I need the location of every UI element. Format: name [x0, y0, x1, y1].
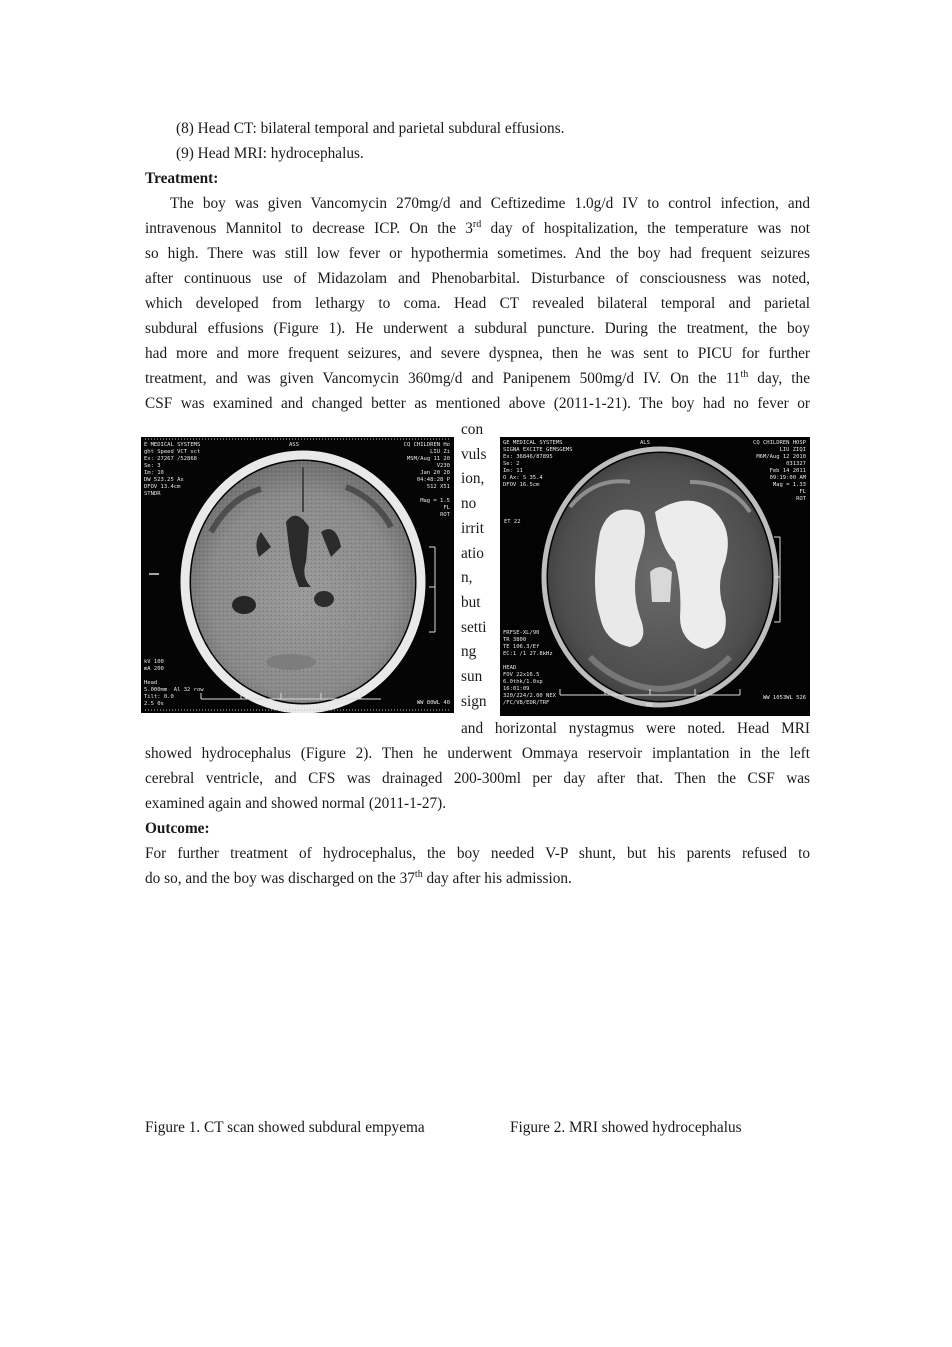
treatment-line: subdural effusions (Figure 1). He underwent a subdural puncture. During the treatment, the boy [145, 320, 810, 337]
outcome-line-1: For further treatment of hydrocephalus, the boy needed V-P shunt, but his parents refused to [145, 845, 810, 862]
mri-overlay-top-left: GE MEDICAL SYSTEMS SIGNA EXCITE GEMSGEMS Ex: 36846/87895 Se: 2 Im: 11 O Ax: S 35.4 DFOV 16.5cm [503, 440, 573, 488]
wrapped-word: but [461, 593, 481, 611]
figure-1-ct-image [141, 437, 454, 713]
treatment-line: CSF was examined and changed better as mentioned above (2011-1-21). The boy had no fever or [145, 395, 810, 412]
wrapped-word: no [461, 495, 477, 513]
wrapped-word: vuls [461, 445, 487, 463]
treatment-continuation-line: showed hydrocephalus (Figure 2). Then he underwent Ommaya reservoir implantation in the left [145, 745, 810, 762]
mri-overlay-bottom-left: FRFSE-XL/90 TR 3800 TE 106.3/Ef EC:1 /1 27.8kHz HEAD FOV 22x16.5 6.0thk/1.0sp 16:01:09 320/224/2.00 NEX /FC/VB/EDR/TRF [503, 630, 556, 706]
treatment-line: which developed from lethargy to coma. Head CT revealed bilateral temporal and parietal [145, 295, 810, 312]
treatment-line: treatment, and was given Vancomycin 360mg/d and Panipenem 500mg/d IV. On the 11th day, the [145, 368, 810, 387]
treatment-continuation-line: cerebral ventricle, and CFS was drainaged 200-300ml per day after that. Then the CSF was [145, 770, 810, 787]
treatment-continuation-line: examined again and showed normal (2011-1-27). [145, 795, 447, 812]
treatment-line: The boy was given Vancomycin 270mg/d and Ceftizedime 1.0g/d IV to control infection, and [170, 195, 810, 212]
mri-overlay-bottom-center: FR [646, 703, 653, 709]
treatment-line: intravenous Mannitol to decrease ICP. On the 3rd day of hospitalization, the temperature was not [145, 218, 810, 237]
ct-overlay-top-right: CQ CHILDREN Ho LIU Zi MSM/Aug 11 20 V230 Jan 20 20 04:48:28 P 512 X51 Mag = 1.5 FL ROT [403, 442, 450, 518]
ct-overlay-bottom-left: kV 100 mA 200 Head 5.000mm Al 32 row Tilt: 0.0 2.5 0s [144, 659, 204, 707]
outcome-line-2: do so, and the boy was discharged on the 37th day after his admission. [145, 868, 572, 887]
wrapped-word: sun [461, 668, 483, 685]
wrapped-word: n, [461, 569, 473, 587]
wrapped-word: ng [461, 643, 477, 661]
mri-overlay-top-center: ALS [640, 440, 650, 446]
treatment-continuation-line: and horizontal nystagmus were noted. Head MRI [461, 720, 810, 737]
figure-1-caption: Figure 1. CT scan showed subdural empyema [145, 1119, 425, 1136]
ct-overlay-top-left: E MEDICAL SYSTEMS ght Speed VCT vct Ex: 27267 /52868 Se: 3 Im: 10 DW 523.25 Ax DFOV 13.4cm STNDR [144, 442, 201, 497]
finding-item-9: (9) Head MRI: hydrocephalus. [176, 145, 364, 162]
ct-overlay-top-center: ASS [289, 442, 299, 448]
mri-overlay-top-right: CQ CHILDREN HOSP LIU ZIQI M6M/Aug 12 2010 031327 Feb 14 2011 09:19:00 AM Mag = 1.33 FL ROT [753, 440, 806, 502]
figure-2-caption: Figure 2. MRI showed hydrocephalus [510, 1119, 742, 1136]
treatment-line: after continuous use of Midazolam and Phenobarbital. Disturbance of consciousness was noted, [145, 270, 810, 287]
mri-overlay-mid-left: ET 22 [504, 519, 521, 525]
treatment-line: had more and more frequent seizures, and severe dyspnea, then he was sent to PICU for further [145, 345, 810, 362]
wrapped-word: ion, [461, 470, 485, 488]
outcome-heading: Outcome: [145, 820, 210, 837]
wrapped-word: atio [461, 544, 484, 562]
ct-overlay-bottom-right: WW 80WL 40 [416, 700, 450, 706]
wrapped-word: con [461, 421, 484, 438]
wrapped-word: sign [461, 692, 487, 710]
mri-overlay-bottom-right: WW 1053WL 526 [762, 695, 806, 701]
finding-item-8: (8) Head CT: bilateral temporal and parietal subdural effusions. [176, 120, 565, 137]
treatment-heading: Treatment: [145, 170, 219, 187]
treatment-line: so high. There was still low fever or hypothermia sometimes. And the boy had frequent seizures [145, 245, 810, 262]
wrapped-word: irrit [461, 519, 484, 537]
figure-2-mri-image [500, 437, 810, 716]
wrapped-word: setti [461, 618, 487, 636]
